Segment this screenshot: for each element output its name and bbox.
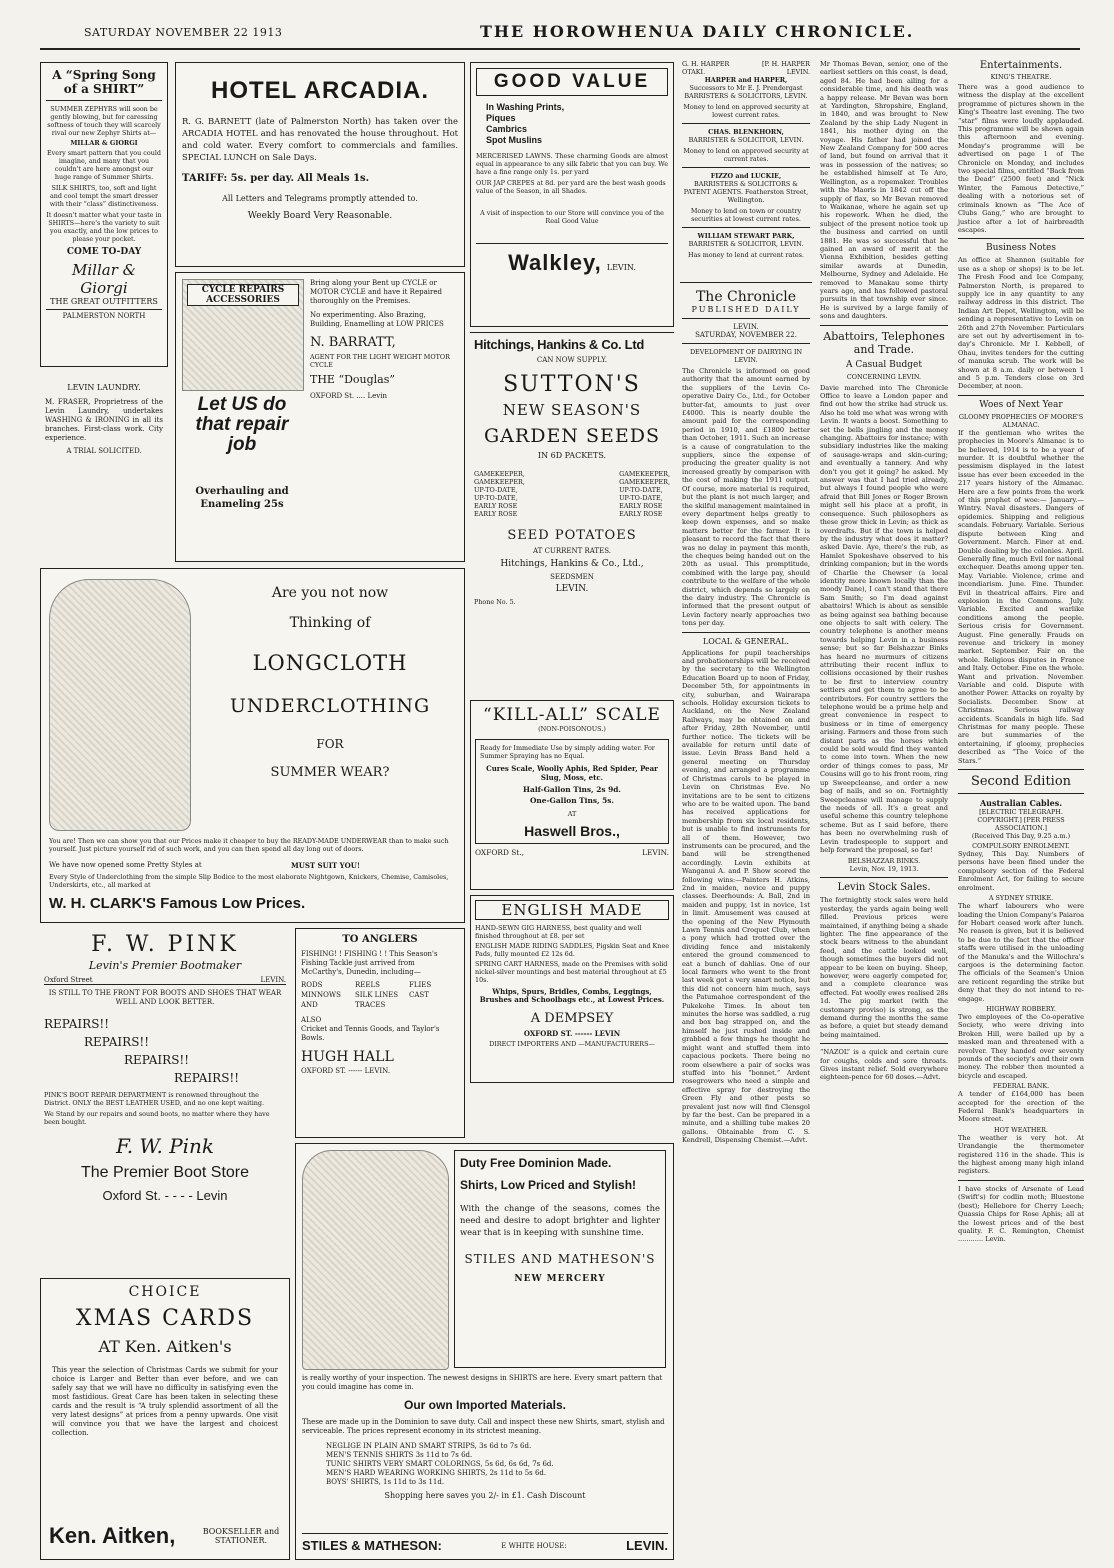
robbery-body: Two employees of the Co-operative Society, who were driving into Broken Hill, were bailed up by a masked man and threatened with a revolver. They handed over seventy pounds of the society's and their own money. The robber then mounted a bicycle and escaped.	[958, 1012, 1084, 1080]
ad-xmas-line2: XMAS CARDS	[75, 1306, 255, 1331]
col-legal	[680, 58, 812, 278]
ad-shirt-town: PALMERSTON NORTH	[46, 309, 162, 320]
ad-killall-name: Haswell Bros.,	[524, 823, 620, 839]
harper-towns	[682, 68, 810, 76]
list-item: SILK LINES	[355, 991, 399, 999]
chronicle-local-body: Applications for pupil teacherships and probationerships will be received by the secretary to the Wellington Education Board up to noon of Friday, December 5th, for appointments in city, suburban, and Wairarapa schools. Holiday excursion tickets to Auckland, on the New Zealand Railways, may be obtained on and after Friday, 28th November, until further notice. The tickets will be available for return until date of issue. Levin Brass Band held a general meeting on Thursday evening, and arranged a programme of Christmas carols to be played in Levin on Christmas Eve. No invitations are to be sent to citizens who are to be waited upon. The band has received applications for membership from six local residents, but is unable to find instruments for all of them. However, two instruments can be procured, and the band will be strengthened accordingly. Levin exhibits at Wanganui A. and P. Show scored the following wins:—Painters H. Atkins, 2nd in maiden, novice and puppy classes. Deerhounds: A. Ball, 2nd in maiden and puppy, 1st in novice, 1st in limit. Amusement was caused at the opening of the New Plymouth Lawn Tennis and Croquet Club, when a pony which had trotted over the dividing fence and mistakenly entered the ground commenced to eat a bunch of dahlias. One of our local farmers who went to the front last week got a very smart notice, but this did not concern him much, says the Patumahoe correspondent of the Pukekohe Times. In about ten minutes the horse was saddled, a rug and box bag strapped on, and the himself he just rushed inside and grabbed a few things he thought he might want and stuffed them into capacious pockets. There being no room elsewhere a pair of socks was stuffed into his “bonnet.” Ardent rosegrowers who need a simple and effective spray for destroying the Green Fly and other pests so prevalent just now will find Clensgol by far the best. Can be prepared in a minute, and a shilling tube makes 20 gallons. Obtainable from C. S. Kendrell, Dispensing Chemist.—Advt.	[682, 648, 810, 1145]
list-item: GAMEKEEPER,	[474, 470, 525, 478]
cables-received: (Received This Day, 9.25 a.m.)	[971, 832, 1071, 841]
ad-hitchings-town: LEVIN.	[555, 584, 589, 594]
woes-sub: GLOOMY PROPHECIES OF MOORE'S ALMANAC.	[958, 412, 1084, 429]
nazol-ad: “NAZOL” is a quick and certain cure for coughs, colds and sore throats. Gives instant relief. Sold everywhere eighteen-pence for 60 doses.—Advt.	[820, 1048, 948, 1082]
harper-body: Successors to Mr E. J. Prendergast BARRISTERS & SOLICITORS, LEVIN.	[684, 84, 808, 100]
ad-anglers-address: OXFORD ST. ------ LEVIN.	[301, 1067, 391, 1075]
ad-xmas	[40, 1278, 290, 1560]
stock-head: Levin Stock Sales.	[837, 882, 931, 894]
ad-killall-address	[475, 848, 669, 857]
list-item: UP-TO-DATE,	[619, 486, 663, 494]
park-money: Has money to lend at current rates.	[688, 251, 804, 259]
ad-stiles-footer-a: STILES & MATHESON:	[302, 1538, 442, 1553]
ad-hitchings-line1: SUTTON'S	[503, 372, 641, 397]
ad-killall-town: LEVIN.	[642, 848, 669, 857]
list-item: GAMEKEEPER,	[474, 478, 525, 486]
ad-killall-at: AT	[567, 810, 577, 818]
ad-cycle-agent: AGENT FOR THE LIGHT WEIGHT MOTOR CYCLE	[310, 353, 450, 369]
ad-english	[470, 895, 674, 1083]
harper-b: [P. H. HARPER	[762, 60, 810, 68]
ad-xmas-name: Ken. Aitken,	[49, 1523, 176, 1548]
col-bevan	[818, 58, 950, 1560]
ad-stiles-store: NEW MERCERY	[514, 1274, 606, 1284]
ad-stiles-imported: Our own Imported Materials.	[403, 1398, 567, 1412]
chronicle-sub: PUBLISHED DAILY	[691, 305, 801, 314]
ad-pink-repairs: REPAIRS!!	[124, 1053, 190, 1067]
ad-hotel-body: R. G. BARNETT (late of Palmerston North) has taken over the ARCADIA HOTEL and has renovated the house throughout. Hot and cold water. Every comfort to commercials and families. SPECIAL LUNCH on Sale Days.	[182, 116, 458, 162]
blenk-money: Money to lend on approved security at current rates.	[683, 147, 809, 163]
ad-cycle-model: THE “Douglas”	[310, 373, 395, 386]
chronicle-head: DEVELOPMENT OF DAIRYING IN LEVIN.	[689, 348, 803, 364]
harper-a: G. H. HARPER	[682, 60, 730, 68]
man-illustration	[302, 1150, 449, 1370]
ad-english-body3: SPRING CART HARNESS, made on the Premises with solid nickel-silver mountings and best material throughout at £5 10s.	[475, 960, 668, 984]
list-item: Piques	[486, 113, 516, 123]
ad-cycle	[175, 272, 465, 562]
harper-money: Money to lend on approved security at lowest current rates.	[683, 103, 809, 119]
ad-killall-cures: Cures Scale, Woolly Aphis, Red Spider, Pear Slug, Moss, etc.	[486, 764, 658, 782]
ad-laundry-trial: A TRIAL SOLICITED.	[66, 447, 142, 455]
ad-shirt	[40, 62, 168, 367]
abattoirs-head: Abattoirs, Telephones and Trade.	[823, 329, 945, 356]
ad-cycle-sub: Overhauling and Enameling 25s	[195, 486, 289, 510]
ad-pink-street: Oxford Street	[44, 976, 93, 984]
biz-head: Business Notes	[986, 243, 1056, 254]
list-item: RODS	[301, 981, 323, 989]
ad-shirt-body4: It doesn't matter what your taste in SHIRTS—here's the variety to suit you exactly, and the low prices to please your pocket.	[46, 211, 162, 243]
compulsory-body: Sydney, This Day. Numbers of persons have been fined under the compulsory section of the Federal Enrolment Act, for failing to secure enrolment.	[958, 850, 1084, 892]
list-item: MEN'S HARD WEARING WORKING SHIRTS, 2s 11d to 5s 6d.	[326, 1469, 547, 1477]
ad-stiles-head2: Shirts, Low Priced and Stylish!	[460, 1178, 637, 1192]
cycle-illustration	[182, 279, 304, 391]
abattoirs-sig-date: Levin, Nov. 19, 1913.	[849, 865, 919, 874]
abattoirs-signature: BELSHAZZAR BINKS.	[847, 857, 921, 866]
ad-shirt-come: COME TO-DAY	[66, 247, 142, 257]
ad-longcloth-line4: UNDERCLOTHING	[229, 695, 431, 717]
ad-longcloth-line2: Thinking of	[289, 615, 371, 631]
town-a: OTAKI.	[682, 68, 706, 76]
chronicle-title: The Chronicle	[695, 289, 797, 305]
ad-stiles-prices	[302, 1442, 668, 1487]
town-b: LEVIN.	[786, 68, 810, 76]
ad-pink-repairs: REPAIRS!!	[44, 1017, 110, 1031]
ad-pink	[40, 928, 290, 1273]
blenk-body: BARRISTER & SOLICITOR, LEVIN.	[688, 136, 804, 144]
ad-xmas-line3: AT Ken. Aitken's	[98, 1337, 232, 1356]
ad-laundry-title: LEVIN LAUNDRY.	[67, 383, 141, 392]
list-item: EARLY ROSE	[474, 510, 518, 518]
ad-anglers-items	[301, 981, 459, 1010]
ad-cycle-address: OXFORD St. .... Levin	[310, 392, 387, 400]
harper-firm: HARPER and HARPER,	[704, 76, 788, 84]
list-item: GAMEKEEPER,	[619, 470, 670, 478]
blenk-name: CHAS. BLENKHORN,	[708, 128, 784, 136]
ad-longcloth-line5: FOR	[316, 737, 344, 751]
ad-walkley-body2: OUR JAP CREPES at 8d. per yard are the best wash goods value of the Season, in all Shades.	[476, 179, 666, 195]
ad-hotel-letters: All Letters and Telegrams promptly attended to.	[222, 194, 418, 203]
ad-pink-body2: PINK'S BOOT REPAIR DEPARTMENT is renowned throughout the District. ONLY the BEST LEATHER USED, and no one kept waiting.	[44, 1091, 265, 1107]
woes-head: Woes of Next Year	[979, 399, 1063, 410]
ad-cycle-body: Bring along your Bent up CYCLE or MOTOR CYCLE and have it Repaired thoroughly on the Premises.	[310, 279, 442, 305]
col-right	[956, 58, 1086, 1560]
ad-longcloth-body2: Every Style of Underclothing from the simple Slip Bodice to the most elaborate Nightgown, Knickers, Chemise, Camisoles, Underskirts, etc., all marked at	[49, 873, 449, 889]
ad-pink-repairs: REPAIRS!!	[174, 1071, 240, 1085]
date-line: SATURDAY NOVEMBER 22 1913	[84, 26, 283, 39]
ad-walkley-body3: A visit of inspection to our Store will convince you of the Real Good Value	[480, 209, 664, 225]
ad-killall-body: Ready for Immediate Use by simply adding water. For Summer Spraying has no Equal.	[480, 744, 655, 760]
ad-pink-logo: F. W. Pink	[115, 1134, 215, 1158]
ad-hitchings	[470, 332, 674, 687]
ad-killall	[470, 700, 674, 890]
ad-cycle-slogan: Let US do that repair job	[195, 394, 289, 455]
ad-walkley-name: Walkley,	[508, 250, 602, 275]
list-item: EARLY ROSE	[619, 510, 663, 518]
ad-anglers-title: TO ANGLERS	[342, 934, 418, 945]
chronicle-date: SATURDAY, NOVEMBER 22.	[695, 331, 797, 339]
ad-shirt-body: SUMMER ZEPHYRS will soon be gently blowing, but for caressing softness of touch they will scarcely rival our new Zephyr Shirts at—	[47, 105, 161, 137]
robbery-head: HIGHWAY ROBBERY.	[986, 1004, 1056, 1013]
ad-pink-repairs-block	[44, 1015, 286, 1087]
ad-english-body: HAND-SEWN GIG HARNESS, best quality and well finished throughout at £8. per set	[475, 924, 642, 940]
chronicle-local: LOCAL & GENERAL.	[702, 636, 789, 646]
ad-killall-one: One-Gallon Tins, 5s.	[529, 796, 615, 805]
ad-hitchings-line3: GARDEN SEEDS	[484, 425, 660, 447]
biz-body: An office at Shannon (suitable for use as a shop or shops) is to be let. The Fresh Food and Ice Company, Palmerston North, is prepared to supply ice in any quantity to any railway address in this district. The Indian Art Depot, Wellington, will be sending a representative to Levin on 26th and 27th November. Particulars are set out by advertisement in to-day's Chronicle. Mr I. Kebbell, of Ohau, invites tenders for the cutting of manuka scrub. The work will be shown at 8 a.m. daily or between 1 and 5 p.m. Tenders close on 3rd December, at noon.	[958, 256, 1084, 391]
ad-stiles-firm: STILES AND MATHESON'S	[464, 1252, 656, 1266]
list-item: FLIES	[409, 981, 432, 989]
abattoirs-sub2: CONCERNING LEVIN.	[846, 372, 922, 381]
ad-walkley-title: GOOD VALUE	[476, 68, 668, 96]
ad-hitchings-seed: SEED POTATOES	[507, 528, 637, 543]
ad-english-body2: ENGLISH MADE RIDING SADDLES, Pigskin Seat and Knee Pads, fully mounted £2 12s 6d.	[475, 942, 670, 958]
ad-pink-repairs: REPAIRS!!	[84, 1035, 150, 1049]
col-chronicle	[680, 282, 812, 1560]
hot-head: HOT WEATHER.	[994, 1125, 1048, 1134]
ad-anglers-name: HUGH HALL	[301, 1049, 394, 1065]
lady-illustration	[49, 579, 191, 831]
ad-longcloth-pretty: We have now opened some Pretty Styles at	[49, 861, 202, 869]
ad-longcloth	[40, 568, 465, 923]
list-item: UP-TO-DATE,	[474, 494, 518, 502]
ad-pink-store: The Premier Boot Store	[80, 1164, 250, 1181]
ad-xmas-trade: BOOKSELLER and STATIONER.	[202, 1527, 280, 1545]
ad-shirt-store: MILLAR & GIORGI	[70, 139, 138, 147]
list-item: AND	[301, 1001, 318, 1009]
bevan-body: Mr Thomas Bevan, senior, one of the earliest settlers on this coast, is dead, aged 84. He had been ailing for a considerable time, and his death was a happy release. Mr Bevan was born at Yardington, Shropshire, England, in 1840, and was brought to New Zealand by the ship Lady Nugent in 1841, his mother dying on the voyage. His father had joined the New Zealand Company for 500 acres of land, but found on arrival that it was in possession of the natives; so he established himself at Te Aro, Wellington, as a ropemaker. Troubles with the Maoris in 1842 cut off the supply of flax, so Mr Bevan removed to Waikanae, where he again set up his ropework. When he died, the subject of the present notice took up the business and carried on until 1881. He was so successful that he gained an award of merit at the Vienna Exhibition, besides getting similar awards at Dunedin, Melbourne, Sydney and Adelaide. He removed to Manakau some thirty years ago, and has followed pastoral pursuits in that township ever since. He is survived by a large family of sons and daughters.	[820, 60, 948, 321]
ad-hotel-board: Weekly Board Very Reasonable.	[247, 211, 393, 221]
ad-shirt-body3: SILK SHIRTS, too, soft and light and cool tempt the smart dresser with their “class” distinctiveness.	[49, 184, 159, 208]
ad-hitchings-firm: Hitchings, Hankins & Co., Ltd.,	[500, 559, 644, 569]
ad-longcloth-line1: Are you not now	[271, 585, 389, 601]
ad-hitchings-title: Hitchings, Hankins & Co. Ltd	[474, 337, 644, 352]
list-item: MINNOWS	[301, 991, 341, 999]
ad-anglers-body: FISHING! ! FISHING ! ! This Season's Fishing Tackle just arrived from McCarthy's, Dunedin, including—	[301, 950, 438, 976]
ad-english-name: A DEMPSEY	[530, 1010, 614, 1026]
federal-head: FEDERAL BANK.	[992, 1082, 1050, 1091]
ad-english-address: OXFORD ST. ------ LEVIN	[523, 1028, 621, 1038]
ad-hotel	[175, 62, 465, 267]
compulsory-head: COMPULSORY ENROLMENT.	[972, 842, 1070, 851]
stock-body: The fortnightly stock sales were held yesterday, the yards again being well filled. Previous prices were maintained, if anything being a shade lighter. The fine appearance of the stock bears witness to the abundant feed, and the cattle looked well, though sometimes the buyers did not appear to be keen on buying. Sheep, however, were eagerly competed for, and a complete clearance was effected. Fat woolly ewes realised 28s 1d. The pig market (with the customary proviso) is strong, as the demand during the months the same as before, a quiet but steady demand being maintained.	[820, 896, 948, 1039]
cables-sub: [ELECTRIC TELEGRAPH. COPYRIGHT.] [PER PRESS ASSOCIATION.]	[977, 808, 1065, 833]
ad-hitchings-line2: NEW SEASON'S	[502, 401, 642, 419]
woes-body: If the gentleman who writes the prophecies in Moore's Almanac is to be believed, 1914 is to be a year of murder. It is doubtful whether the pessimism displayed in the latest issue has ever been exceeded in the 217 years history of the Almanac. Here are a few points from the work of this prophet of woe:— January.—Wintry. Naval disasters. Dangers of epidemics. Shipping and religious scandals. February. Variable. Serious dispute between King and Government. March. Finer at end. Double dealing by the colonies. April. Generally fine, much Evil for national exchequer. Deaths among upper ten. May. Variable. Violence, crime and incendiarism. June. Fine. Thunder. Evil in theatrical affairs. Fire and explosion in the Commons. July. Variable. Excited and warlike conditions among the people. Serious crisis for Government. August. Fine generally. Frauds on revenue and trickery in money market. September. Fair on the whole. Religious disputes in France and Italy. October. Fine on the whole. Want and privation. November. Variable and cold. Dispute with another Power. Attacks on royalty by Socialists. December. Snow at Christmas. Serious railway accidents. Scandals in high life. Sad Christmas for many people. These are but summaries of the entertaining, if gloomy, prophecies described as “The Voice of the Stars.”	[958, 428, 1084, 765]
ad-cycle-body2: No experimenting. Also Brazing, Building, Enamelling at LOW PRICES	[310, 311, 444, 328]
fizzo-name: FIZZO and LUCKIE,	[710, 172, 782, 180]
ad-hitchings-can: CAN NOW SUPPLY.	[536, 356, 608, 364]
chronicle-place: LEVIN.	[733, 323, 759, 331]
potato-varieties	[474, 470, 670, 518]
masthead	[40, 20, 1080, 50]
ad-hitchings-phone: Phone No. 5.	[474, 598, 516, 606]
list-item: CAST	[409, 991, 429, 999]
park-body: BARRISTER & SOLICITOR, LEVIN.	[688, 240, 804, 248]
federal-body: A tender of £164,000 has been accepted for the erection of the Federal Bank's headquarters in Moore street.	[958, 1090, 1084, 1124]
newspaper-title: THE HOROWHENUA DAILY CHRONICLE.	[480, 22, 915, 41]
list-item: In Washing Prints,	[486, 102, 565, 112]
second-edition: Second Edition	[970, 774, 1072, 790]
list-item: BOYS' SHIRTS, 1s 11d to 3s 11d.	[326, 1478, 445, 1486]
ad-stiles-body3: These are made up in the Dominion to save duty. Call and inspect these new Shirts, smart, stylish and serviceable. The prices represent economy in its strictest meaning.	[302, 1418, 665, 1435]
ad-pink-sub: Levin's Premier Bootmaker	[88, 959, 242, 972]
ad-longcloth-body: You are! Then we can show you that our Prices make it cheaper to buy the READY-MADE UNDERWEAR than to make such yourself. Just picture yourself rid of such work, and you can then spend all day long out of doors.	[49, 837, 449, 853]
ad-hitchings-rates: AT CURRENT RATES.	[533, 547, 611, 555]
ad-anglers-also-body: Cricket and Tennis Goods, and Taylor's Bowls.	[301, 1025, 440, 1042]
ad-stiles-footer-c: LEVIN.	[626, 1538, 668, 1553]
ad-english-trade: DIRECT IMPORTERS AND —MANUFACTURERS—	[489, 1039, 655, 1048]
ad-shirt-tagline: THE GREAT OUTFITTERS	[50, 297, 158, 306]
ad-hitchings-line4: IN 6D PACKETS.	[537, 451, 607, 460]
list-item: EARLY ROSE	[619, 502, 663, 510]
ad-walkley	[470, 62, 674, 327]
ad-pink-town: LEVIN.	[260, 976, 286, 984]
ad-stiles-shopping: Shopping here saves you 2/- in £1. Cash Discount	[384, 1491, 586, 1500]
ad-shirt-logo: Millar & Giorgi	[72, 261, 136, 297]
park-name: WILLIAM STEWART PARK,	[697, 232, 795, 240]
ad-pink-body3: We Stand by our repairs and sound boots, no matter where they have been bought.	[44, 1110, 270, 1126]
ad-stiles-body2: is really worthy of your inspection. The newest designs in SHIRTS are here. Every smart pattern that you could imagine has come in.	[302, 1374, 663, 1391]
ad-longcloth-footer: W. H. CLARK'S Famous Low Prices.	[49, 895, 306, 912]
ad-hotel-tariff: TARIFF: 5s. per day. All Meals 1s.	[182, 173, 370, 184]
fizzo-money: Money to lend on town or country securities at lowest current rates.	[690, 207, 802, 223]
ad-shirt-title: A “Spring Song of a SHIRT”	[46, 68, 162, 101]
ad-hitchings-trade: SEEDSMEN	[550, 573, 594, 581]
ad-pink-address: Oxford St. - - - - Levin	[102, 1188, 228, 1203]
ad-xmas-line1: CHOICE	[128, 1284, 202, 1300]
ad-anglers	[295, 928, 465, 1138]
ad-longcloth-must: MUST SUIT YOU!	[291, 861, 360, 870]
kings-body: There was a good audience to witness the display at the excellent programme of pictures shown in the King's Theatre last evening. The two “star” films were loudly applauded. This programme will be shown again this afternoon and evening. Monday's programme will be advertised on page 1 of The Chronicle on Monday, and includes two special films, entitled “Back from the Dead” (2500 feet) and “Nick Winter, the Famous Detective,” dealing with a notorious set of criminals known as “The Ace of Clubs Gang,” who are brought to justice after a lot of hairbreadth escapes.	[958, 83, 1084, 234]
list-item: GAMEKEEPER,	[619, 478, 670, 486]
cycle-sign: CYCLE REPAIRS ACCESSORIES	[187, 284, 299, 306]
chronicle-body: The Chronicle is informed on good authority that the amount earned by the suppliers of the Levin Co-operative Dairy Co., Ltd., for October butter-fat, amounts to just over £4000. This is nearly double the amount paid for the corresponding period in 1910, and £1800 better than October, 1911. Such an increase is a cause of congratulation to the suppliers, since the expense of producing the greater quality is not increased greatly by comparison with the cost of making the 1911 output. Of course, more material is required, but the plant is not much larger, and the skilful management maintained in every department helps greatly to keep down expenses, and so make matters better for the farmer. It is pleasant to record the fact that there was no delay in payment this month, the cheques being handed out on the 20th as usual. This promptitude, combined with the large pay, should contribute to the welfare of the whole district, which depends so largely on the dairy industry. The Chronicle is informed that the present output of Levin factory nearly approaches two tons per day.	[682, 367, 810, 628]
ad-longcloth-line6: SUMMER WEAR?	[270, 765, 390, 780]
list-item: TUNIC SHIRTS VERY SMART COLORINGS, 5s 6d, 6s 6d, 7s 6d.	[326, 1460, 554, 1468]
list-item: TRACES	[355, 1001, 386, 1009]
ad-longcloth-line3: LONGCLOTH	[252, 651, 408, 675]
ad-english-body4: Whips, Spurs, Bridles, Combs, Leggings, Brushes and Schoolbags etc., at Lowest Prices.	[479, 987, 665, 1005]
ad-laundry-body: M. FRASER, Proprietress of the Levin Laundry, undertakes WASHING & IRONING in all its branches. First-class work. City experience.	[45, 398, 163, 442]
ad-killall-street: OXFORD St.,	[475, 848, 524, 857]
ad-pink-title: F. W. PINK	[91, 932, 239, 957]
list-item: NEGLIGE IN PLAIN AND SMART STRIPS, 3s 6d to 7s 6d.	[326, 1442, 532, 1450]
list-item: UP-TO-DATE,	[474, 486, 518, 494]
ad-shirt-body2: Every smart pattern that you could imagine, and many that you couldn't are here amongst our huge range of Summer Shirts.	[47, 149, 161, 181]
ad-stiles-footer-b: E WHITE HOUSE:	[501, 1541, 567, 1550]
ad-walkley-body: MERCERISED LAWNS. These charming Goods are almost equal in appearance to any silk fabric that you can buy. We have a fine range only 1s. per yard	[476, 152, 668, 176]
list-item: Cambrics	[486, 124, 528, 134]
ad-stiles	[295, 1143, 674, 1560]
ad-stiles-body: With the change of the seasons, comes the need and desire to adopt brighter and lighter wear that is in keeping with sunshine time.	[460, 1203, 660, 1237]
ad-anglers-also: ALSO	[301, 1016, 322, 1024]
abattoirs-sub: A Casual Budget	[845, 359, 922, 370]
list-item: REELS	[355, 981, 380, 989]
list-item: UP-TO-DATE,	[619, 494, 663, 502]
cables-head: Australian Cables.	[979, 798, 1063, 809]
ad-killall-half: Half-Gallon Tins, 2s 9d.	[523, 785, 621, 794]
harper-names	[682, 60, 810, 68]
strike-head: A SYDNEY STRIKE.	[988, 894, 1054, 903]
ad-killall-title: “KILL-ALL” SCALE	[483, 705, 661, 725]
ad-hotel-title: HOTEL ARCADIA.	[211, 77, 429, 104]
strike-body: The wharf labourers who were loading the Union Company's Paiaroa for Hobart ceased work after lunch. No reason is given, but it is believed to be due to the fact that the officer staffs were utilised in the unloading of the Manuka's and the Willochra's cargoes is the determining factor. The officials of the Seamen's Union are reticent regarding the strike but deny that they do not intend to re-engage.	[958, 902, 1084, 1003]
fizzo-body: BARRISTERS & SOLICITORS & PATENT AGENTS. Featherston Street, Wellington.	[683, 180, 809, 204]
ad-pink-address-row	[44, 976, 286, 985]
list-item: Spot Muslins	[486, 135, 542, 145]
ad-walkley-town: LEVIN.	[606, 263, 636, 272]
hot-body: The weather is very hot. At Urandangie the thermometer registered 116 in the shade. This is the highest among many high inland registers.	[958, 1133, 1084, 1176]
kings-head: KING'S THEATRE.	[990, 73, 1052, 81]
ad-cycle-name: N. BARRATT,	[310, 335, 396, 350]
list-item: EARLY ROSE	[474, 502, 518, 510]
ad-pink-body: IS STILL TO THE FRONT FOR BOOTS AND SHOES THAT WEAR WELL AND LOOK BETTER.	[48, 989, 282, 1006]
ad-stiles-head1: Duty Free Dominion Made.	[460, 1156, 612, 1170]
abattoirs-body: Davie marched into The Chronicle Office to leave a London paper and find out how the strike had struck us. Also he told me what was wrong with Levin. It wants a boost. Something to set the bells jingling and the money changing. Abattoirs for instance; with subsidiary industries like the making of sausage-wraps and skin-curing; and eventually a tannery. And why don't you get it going? he asked. My answer was that I had tried already, but always I found people who were afraid that Bill Jones or Roger Brown might sell his place at a profit, in consequence. Such philosophers as these grow thick in Levin; as thick as overdrafts. But if the town is helped by the industry what does it matter? asked Davie. Aye, there's the rub, as Hamlet Spokeshave observed to his drinking companion; but in the words of Charlie the Chewser (a local identity more known locally than the moody Dane), I can't stand that there Sam Smith; so I'm dead against abattoirs! Which is about as sensible as being against sea bathing because one objects to salt with celery. The country telephone is another means towards helping Levin in a business sense; but so far Belshazzar Binks has heard no murmurs of citizens attributing their recent influx to collisions occasioned by their rushes to be first to interview country settlers and get them to agree to be contributors. For country settlers the telephone would be a prime help and great convenience in respect to business or in time of emergency arising. Farmers and those from such distant parts as the horses which could be sold would find they wanted to come into town. When the new order of things comes to pass, Mr Cousins will go to his front room, ring up Sweepcleanse, and order a new bag of nails, and so on. Fortnightly Sweepcleanse will manage to supply the needs of all. It's a great and useful scheme this country telephone scheme. But as I said before, there has been no overwhelming rush of Levin tradespeople to support and help forward the proposal, so far!	[820, 383, 948, 854]
ent-head: Entertainments.	[979, 60, 1063, 71]
list-item: MEN'S TENNIS SHIRTS 3s 11d to 7s 6d.	[326, 1451, 473, 1459]
ad-laundry	[40, 372, 168, 552]
ad-killall-sub: (NON-POISONOUS.)	[538, 725, 606, 733]
ad-xmas-body: This year the selection of Christmas Cards we submit for your choice is Larger and Better than ever before, and we can safely say that we will have no difficulty in satisfying even the most fastidious. Great Care has been taken in selecting these cards and the result is “A truly splendid assortment of all the very latest designs” at prices from a penny upwards. One visit will convince you that we have the largest and choicest collection.	[52, 1366, 278, 1437]
remington-ad: I have stocks of Arsenate of Lead (Swift's) for codlin moth; Bluestone (best); Hellebore for Cherry Leech; Quassia Chips for Rose Aphis; all at the lowest prices and of the best quality. F. C. Remington, Chemist ............ Levin.	[958, 1184, 1084, 1244]
ad-walkley-items	[486, 102, 668, 146]
ad-english-title: ENGLISH MADE	[475, 900, 669, 920]
